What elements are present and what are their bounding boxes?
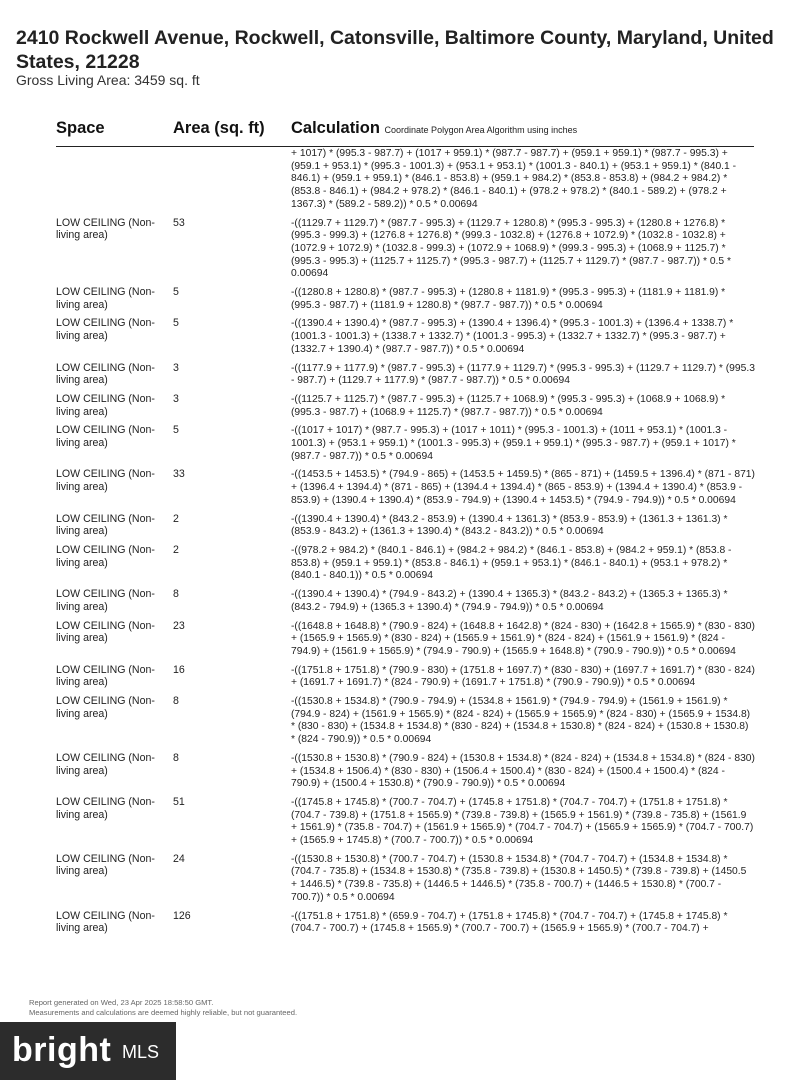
space-cell: LOW CEILING (Non-living area): [56, 361, 155, 387]
calculation-cell: -((1017 + 1017) * (987.7 - 995.3) + (1017 + 1011) * (995.3 - 1001.3) + (1011 + 953.1) * (1001.3 - 1001.3) + (953.1 + 959.1) * (1001.3 - 995.3) + (959.1 + 959.1) * (995.3 - 987.7) + (959.1 + 1017) * (987.7 - 987.7)) * 0.5 * 0.00694: [291, 425, 736, 462]
calculation-cell: -((1453.5 + 1453.5) * (794.9 - 865) + (1453.5 + 1459.5) * (865 - 871) + (1459.5 + 1396.4) * (871 - 871) + (1396.4 + 1394.4) * (871 - 865) + (1394.4 + 1394.4) * (865 - 853.9) + (1394.4 + 1390.4) * (853.9 - 853.9) + (1390.4 + 1390.4) * (853.9 - 794.9) + (1390.4 + 1453.5) * (794.9 - 794.9)) * 0.5 * 0.00694: [291, 469, 755, 506]
table-row: [56, 664, 756, 695]
calculation-cell: -((1751.8 + 1751.8) * (790.9 - 830) + (1751.8 + 1697.7) * (830 - 830) + (1697.7 + 1691.7) * (830 - 824) + (1691.7 + 1691.7) * (824 - 790.9) + (1691.7 + 1751.8) * (790.9 - 790.9)) * 0.5 * 0.00694: [291, 664, 755, 689]
space-cell: LOW CEILING (Non-living area): [56, 909, 155, 935]
calculation-cell: -((1530.8 + 1530.8) * (790.9 - 824) + (1530.8 + 1534.8) * (824 - 824) + (1534.8 + 1534.8) * (824 - 830) + (1534.8 + 1506.4) * (830 - 830) + (1506.4 + 1500.4) * (830 - 824) + (1500.4 + 1500.4) * (824 - 790.9) + (1500.4 + 1530.8) * (790.9 - 790.9)) * 0.5 * 0.00694: [291, 752, 755, 790]
area-cell: 3: [173, 392, 179, 405]
area-cell: 24: [173, 852, 185, 865]
table-row: [56, 752, 756, 796]
area-cell: 8: [173, 751, 179, 764]
area-cell: 5: [173, 317, 179, 330]
space-cell: LOW CEILING (Non-living area): [56, 424, 155, 450]
calculation-cell: + 1017) * (995.3 - 987.7) + (1017 + 959.1) * (987.7 - 987.7) + (959.1 + 959.1) * (987.7 - 995.3) + (959.1 + 953.1) * (995.3 - 1001.3) + (953.1 + 953.1) * (1001.3 - 840.1) + (953.1 + 959.1) * (840.1 - 846.1) + (959.1 + 959.1) * (846.1 - 853.8) + (959.1 + 984.2) * (853.8 - 853.8) + (984.2 + 984.2) * (853.8 - 846.1) + (984.2 + 978.2) * (846.1 - 840.1) + (978.2 + 978.2) * (840.1 - 589.2) + (978.2 + 1367.3) * (589.2 - 589.2)) * 0.5 * 0.00694: [291, 148, 737, 210]
space-cell: LOW CEILING (Non-living area): [56, 751, 155, 777]
table-row: [56, 544, 756, 588]
table-row: [56, 853, 756, 910]
space-cell: LOW CEILING (Non-living area): [56, 619, 155, 645]
table-row: [56, 910, 756, 941]
calculation-cell: -((1530.8 + 1530.8) * (700.7 - 704.7) + (1530.8 + 1534.8) * (704.7 - 704.7) + (1534.8 + 1534.8) * (704.7 - 735.8) + (1534.8 + 1530.8) * (735.8 - 739.8) + (1530.8 + 1450.5) * (739.8 - 739.8) + (1450.5 + 1446.5) * (739.8 - 735.8) + (1446.5 + 1446.5) * (735.8 - 700.7) + (1446.5 + 1530.8) * (700.7 - 700.7)) * 0.5 * 0.00694: [291, 853, 747, 903]
table-row: [56, 513, 756, 544]
table-row: [56, 286, 756, 317]
space-cell: LOW CEILING (Non-living area): [56, 663, 155, 689]
page-title: 2410 Rockwell Avenue, Rockwell, Catonsville, Baltimore County, Maryland, United States, 21228: [16, 27, 774, 73]
calculation-cell: -((1390.4 + 1390.4) * (794.9 - 843.2) + (1390.4 + 1365.3) * (843.2 - 843.2) + (1365.3 + 1365.3) * (843.2 - 794.9) + (1365.3 + 1390.4) * (794.9 - 794.9)) * 0.5 * 0.00694: [291, 589, 728, 613]
logo-brand: bright: [12, 1031, 112, 1069]
area-cell: 3: [173, 361, 179, 374]
space-cell: LOW CEILING (Non-living area): [56, 468, 155, 494]
table-header: [56, 118, 754, 147]
space-cell: LOW CEILING (Non-living area): [56, 286, 155, 311]
area-cell: 8: [173, 588, 179, 601]
logo-suffix: MLS: [122, 1042, 160, 1062]
calculation-cell: -((1177.9 + 1177.9) * (987.7 - 995.3) + (1177.9 + 1129.7) * (995.3 - 995.3) + (1129.7 + 1129.7) * (995.3 - 987.7) + (1129.7 + 1177.9) * (987.7 - 987.7)) * 0.5 * 0.00694: [291, 362, 755, 387]
calculation-cell: -((1129.7 + 1129.7) * (987.7 - 995.3) + (1129.7 + 1280.8) * (995.3 - 995.3) + (1280.8 + 1276.8) * (995.3 - 999.3) + (1276.8 + 1276.8) * (999.3 - 1032.8) + (1276.8 + 1072.9) * (1032.8 - 1032.8) + (1072.9 + 1072.9) * (1032.8 - 999.3) + (1072.9 + 1068.9) * (999.3 - 995.3) + (1068.9 + 1125.7) * (995.3 - 995.3) + (1125.7 + 1125.7) * (995.3 - 987.7) + (1125.7 + 1129.7) * (987.7 - 987.7)) * 0.5 * 0.00694: [291, 217, 732, 280]
calculation-cell: -((978.2 + 984.2) * (840.1 - 846.1) + (984.2 + 984.2) * (846.1 - 853.8) + (984.2 + 959.1) * (853.8 - 853.8) + (959.1 + 959.1) * (853.8 - 846.1) + (959.1 + 953.1) * (846.1 - 840.1) + (953.1 + 978.2) * (840.1 - 840.1)) * 0.5 * 0.00694: [291, 544, 732, 582]
area-cell: 8: [173, 695, 179, 708]
calculation-cell: -((1751.8 + 1751.8) * (659.9 - 704.7) + (1751.8 + 1745.8) * (704.7 - 704.7) + (1745.8 + 1745.8) * (704.7 - 700.7) + (1745.8 + 1565.9) * (700.7 - 700.7) + (1565.9 + 1565.9) * (700.7 - 704.7) +: [291, 910, 728, 935]
table-row: [56, 620, 756, 664]
area-cell: 53: [173, 216, 185, 229]
space-cell: LOW CEILING (Non-living area): [56, 543, 155, 569]
table-row: [56, 424, 756, 468]
table-row: [56, 588, 756, 619]
table-row: [56, 217, 756, 287]
table-row: [56, 393, 756, 424]
report-footer: [29, 998, 297, 1018]
calculation-header-label: Calculation: [291, 119, 380, 137]
disclaimer-text: Measurements and calculations are deemed highly reliable, but not guaranteed.: [29, 1008, 298, 1017]
area-cell: 2: [173, 543, 179, 556]
area-cell: 5: [173, 286, 179, 299]
column-header-calculation: [291, 118, 577, 140]
space-cell: LOW CEILING (Non-living area): [56, 852, 155, 878]
space-cell: LOW CEILING (Non-living area): [56, 392, 155, 418]
table-row: [56, 317, 756, 361]
calculation-cell: -((1280.8 + 1280.8) * (987.7 - 995.3) + (1280.8 + 1181.9) * (995.3 - 995.3) + (1181.9 + 1181.9) * (995.3 - 987.7) + (1181.9 + 1280.8) * (987.7 - 987.7)) * 0.5 * 0.00694: [291, 287, 726, 311]
calculation-cell: -((1530.8 + 1534.8) * (790.9 - 794.9) + (1534.8 + 1561.9) * (794.9 - 794.9) + (1561.9 + 1561.9) * (794.9 - 824) + (1561.9 + 1565.9) * (824 - 824) + (1565.9 + 1565.9) * (824 - 830) + (1565.9 + 1534.8) * (830 - 830) + (1534.8 + 1534.8) * (830 - 824) + (1534.8 + 1530.8) * (824 - 824) + (1530.8 + 1530.8) * (824 - 790.9)) * 0.5 * 0.00694: [291, 696, 751, 746]
table-row: [56, 147, 756, 217]
calculation-cell: -((1125.7 + 1125.7) * (987.7 - 995.3) + (1125.7 + 1068.9) * (995.3 - 995.3) + (1068.9 + 1068.9) * (995.3 - 987.7) + (1068.9 + 1125.7) * (987.7 - 987.7)) * 0.5 * 0.00694: [291, 393, 726, 418]
area-cell: 2: [173, 512, 179, 525]
bright-mls-logo: [0, 1022, 176, 1080]
calculation-cell: -((1745.8 + 1745.8) * (700.7 - 704.7) + (1745.8 + 1751.8) * (704.7 - 704.7) + (1751.8 + 1751.8) * (704.7 - 739.8) + (1751.8 + 1565.9) * (739.8 - 739.8) + (1565.9 + 1561.9) * (739.8 - 735.8) + (1561.9 + 1561.9) * (735.8 - 704.7) + (1561.9 + 1565.9) * (704.7 - 704.7) + (1565.9 + 1565.9) * (704.7 - 700.7) + (1565.9 + 1745.8) * (700.7 - 700.7)) * 0.5 * 0.00694: [291, 796, 754, 847]
report-generated-text: Report generated on Wed, 23 Apr 2025 18:58:50 GMT.: [29, 998, 214, 1007]
table-row: [56, 695, 756, 752]
area-table-body: [56, 147, 756, 941]
area-cell: 5: [173, 424, 179, 437]
calculation-cell: -((1390.4 + 1390.4) * (987.7 - 995.3) + (1390.4 + 1396.4) * (995.3 - 1001.3) + (1396.4 + 1338.7) * (1001.3 - 1001.3) + (1338.7 + 1332.7) * (1001.3 - 995.3) + (1332.7 + 1332.7) * (995.3 - 987.7) + (1332.7 + 1390.4) * (987.7 - 987.7)) * 0.5 * 0.00694: [291, 318, 734, 355]
area-cell: 126: [173, 909, 191, 922]
space-cell: LOW CEILING (Non-living area): [56, 317, 155, 343]
area-cell: 51: [173, 795, 185, 808]
gross-living-area: Gross Living Area: 3459 sq. ft: [16, 72, 200, 88]
space-cell: LOW CEILING (Non-living area): [56, 512, 155, 538]
calculation-cell: -((1390.4 + 1390.4) * (843.2 - 853.9) + (1390.4 + 1361.3) * (853.9 - 853.9) + (1361.3 + 1361.3) * (853.9 - 843.2) + (1361.3 + 1390.4) * (843.2 - 843.2)) * 0.5 * 0.00694: [291, 513, 728, 538]
space-cell: LOW CEILING (Non-living area): [56, 695, 155, 720]
calculation-header-note: Coordinate Polygon Area Algorithm using inches: [384, 125, 578, 135]
table-row: [56, 362, 756, 393]
table-row: [56, 468, 756, 512]
area-cell: 33: [173, 468, 185, 481]
table-row: [56, 796, 756, 853]
calculation-cell: -((1648.8 + 1648.8) * (790.9 - 824) + (1648.8 + 1642.8) * (824 - 830) + (1642.8 + 1565.9) * (830 - 830) + (1565.9 + 1565.9) * (830 - 824) + (1565.9 + 1561.9) * (824 - 824) + (1561.9 + 1561.9) * (824 - 794.9) + (1561.9 + 1565.9) * (794.9 - 790.9) + (1565.9 + 1648.8) * (790.9 - 790.9)) * 0.5 * 0.00694: [291, 620, 755, 657]
space-cell: LOW CEILING (Non-living area): [56, 795, 155, 821]
space-cell: LOW CEILING (Non-living area): [56, 588, 155, 613]
column-header-space: Space: [56, 119, 105, 137]
space-cell: LOW CEILING (Non-living area): [56, 216, 155, 242]
column-header-area: Area (sq. ft): [173, 119, 265, 137]
area-cell: 16: [173, 663, 185, 676]
area-cell: 23: [173, 619, 185, 632]
